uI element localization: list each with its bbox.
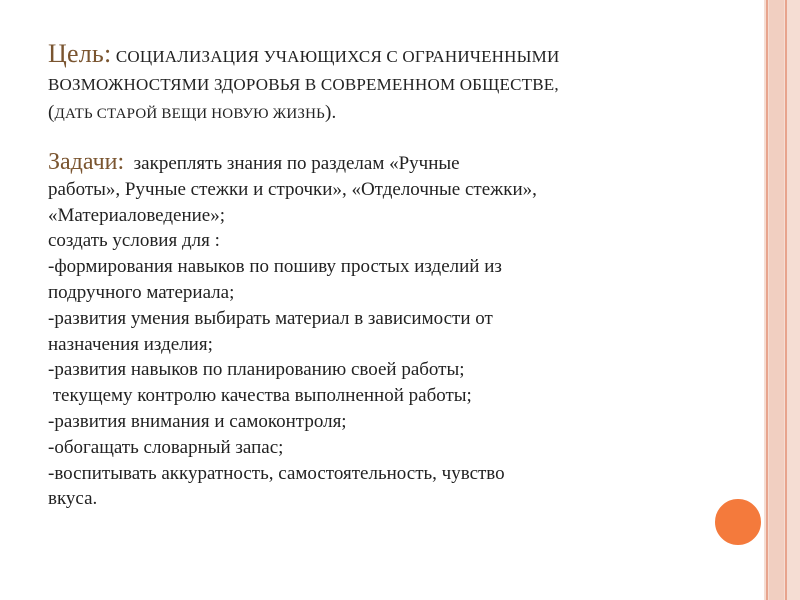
task-line: подручного материала; <box>48 281 235 303</box>
task-line: -обогащать словарный запас; <box>48 436 284 458</box>
goal-block <box>48 40 738 128</box>
task-line: -воспитывать аккуратность, самостоятельность, чувство <box>48 462 505 484</box>
goal-text-3: ДАТЬ СТАРОЙ ВЕЩИ НОВУЮ ЖИЗНЬ <box>54 106 325 122</box>
task-line: «Материаловедение»; <box>48 204 226 226</box>
goal-paren-close: ). <box>324 102 337 123</box>
border-stripe-inner <box>769 0 784 600</box>
goal-line-1 <box>48 40 738 71</box>
goal-heading: Цель: <box>48 39 112 68</box>
task-line: -формирования навыков по пошиву простых изделий из <box>48 256 502 278</box>
goal-line-2 <box>48 71 738 99</box>
task-text: закреплять знания по разделам «Ручные <box>133 153 460 174</box>
tasks-heading: Задачи: <box>48 149 125 175</box>
task-line: назначения изделия; <box>48 333 213 355</box>
task-line: -развития навыков по планированию своей работы; <box>48 359 465 381</box>
tasks-line-0 <box>48 150 738 177</box>
goal-text-2: ВОЗМОЖНОСТЯМИ ЗДОРОВЬЯ В СОВРЕМЕННОМ ОБЩЕСТВЕ, <box>48 75 559 94</box>
task-line: -развития умения выбирать материал в зависимости от <box>48 307 493 329</box>
task-line: создать условия для : <box>48 230 220 252</box>
task-line: -развития внимания и самоконтроля; <box>48 410 347 432</box>
border-line-left <box>766 0 768 600</box>
goal-line-3 <box>48 99 738 128</box>
border-line-right <box>785 0 787 600</box>
goal-paren-open: ( <box>48 102 55 123</box>
tasks-block <box>48 150 738 512</box>
task-line: текущему контролю качества выполненной работы; <box>48 385 472 407</box>
task-line: работы», Ручные стежки и строчки», «Отделочные стежки», <box>48 178 537 200</box>
goal-text-1: СОЦИАЛИЗАЦИЯ УЧАЮЩИХСЯ С ОГРАНИЧЕННЫМИ <box>115 47 560 66</box>
task-line: вкуса. <box>48 488 98 510</box>
